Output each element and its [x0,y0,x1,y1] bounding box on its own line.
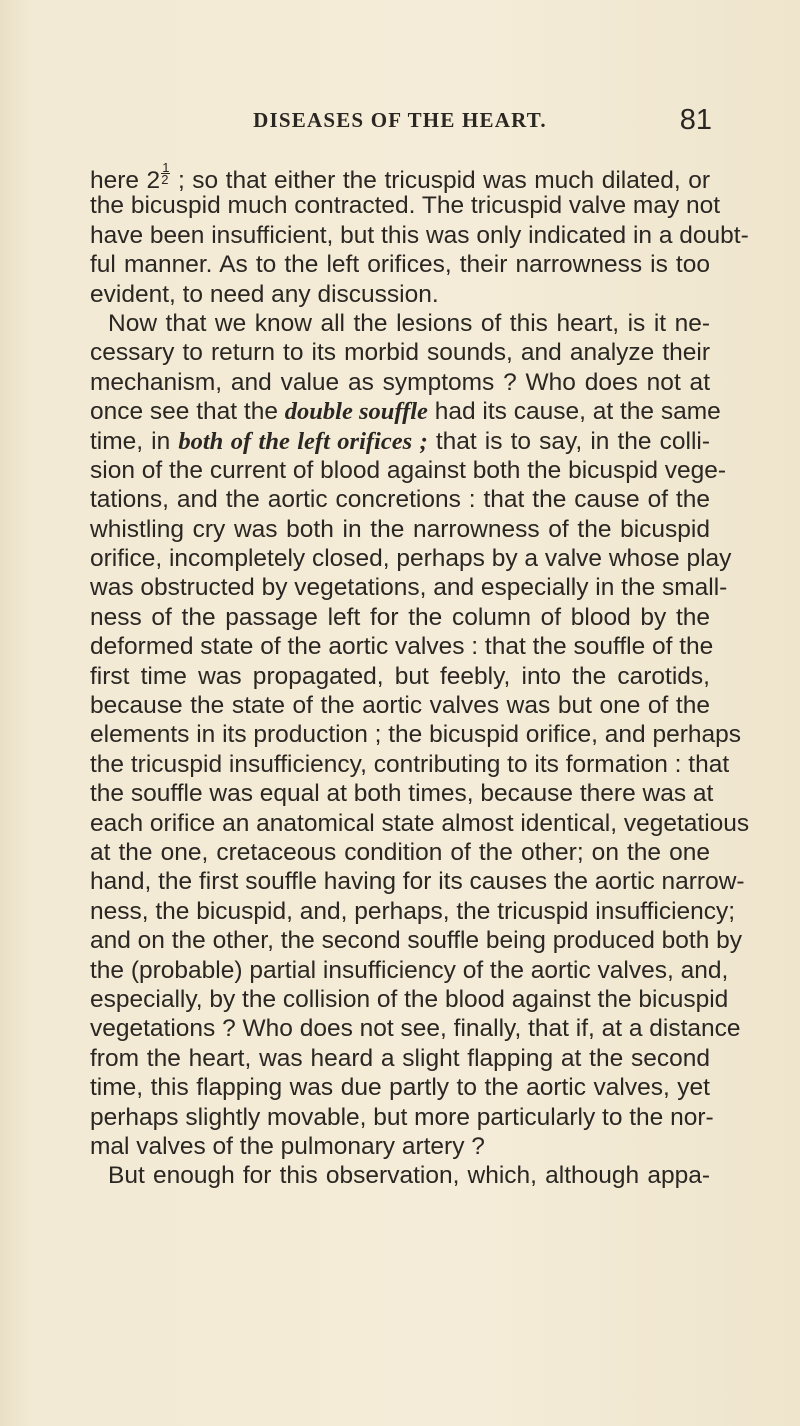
text-line-16: ness of the passage left for the column of blood by the [90,603,710,631]
text-fragment: had its cause, at the same [427,398,721,426]
text-fragment: here 2 [90,167,161,194]
text-line-15: was obstructed by vegetations, and especially in the small- [90,574,728,602]
text-line-1 [90,160,711,194]
text-line-29: especially, by the collision of the blood against the bicuspid [90,985,729,1013]
text-line-30: vegetations ? Who does not see, finally, that if, at a distance [90,1015,741,1043]
text-fragment: time, in [90,427,179,455]
text-line-32: time, this flapping was due partly to the aortic valves, yet [90,1074,710,1102]
text-line-12: tations, and the aortic concretions : that the cause of the [90,486,710,514]
page-number: 81 [679,104,712,136]
text-line-18: first time was propagated, but feebly, into the carotids, [90,662,710,690]
text-line-23: each orifice an anatomical state almost identical, vegetatious [90,809,750,837]
text-line-2: the bicuspid much contracted. The tricuspid valve may not [90,192,721,220]
body-text [90,160,750,1191]
text-line-26: ness, the bicuspid, and, perhaps, the tricuspid insufficiency; [90,897,736,925]
text-line-25: hand, the first souffle having for its causes the aortic narrow- [90,868,745,896]
italic-phrase: both of the left orifices ; [178,427,428,455]
text-line-17: deformed state of the aortic valves : that the souffle of the [90,633,714,661]
text-fragment: that is to say, in the colli- [427,427,711,455]
running-head [0,104,800,148]
fraction-denominator: 2 [161,172,169,187]
text-line-35: But enough for this observation, which, although appa- [108,1162,710,1190]
text-line-10 [90,427,710,456]
text-line-31: from the heart, was heard a slight flapping at the second [90,1044,710,1072]
text-line-21: the tricuspid insufficiency, contributing to its formation : that [90,750,730,778]
text-line-24: at the one, cretaceous condition of the other; on the one [90,838,710,866]
text-line-11: sion of the current of blood against both the bicuspid vege- [90,456,727,484]
text-line-22: the souffle was equal at both times, because there was at [90,780,714,808]
text-line-19: because the state of the aortic valves was but one of the [90,692,710,720]
text-line-8: mechanism, and value as symptoms ? Who does not at [90,368,710,396]
fraction-numerator: 1 [162,160,170,175]
text-line-6: Now that we know all the lesions of this heart, is it ne- [108,309,710,337]
text-line-5: evident, to need any discussion. [90,280,439,308]
text-line-7: cessary to return to its morbid sounds, and analyze their [90,339,710,367]
text-line-13: whistling cry was both in the narrowness of the bicuspid [90,515,710,543]
text-line-3: have been insufficient, but this was only indicated in a doubt- [90,221,749,249]
fraction-one-half [161,162,170,185]
text-line-4: ful manner. As to the left orifices, their narrowness is too [90,251,710,279]
text-line-27: and on the other, the second souffle being produced both by [90,927,743,955]
text-line-34: mal valves of the pulmonary artery ? [90,1132,485,1160]
text-line-9 [90,397,721,426]
text-line-28: the (probable) partial insufficiency of the aortic valves, and, [90,956,729,984]
text-line-14: orifice, incompletely closed, perhaps by a valve whose play [90,545,732,573]
text-fragment: ; so that either the tricuspid was much dilated, or [177,167,711,194]
text-line-20: elements in its production ; the bicuspid orifice, and perhaps [90,721,741,749]
italic-phrase: double souffle [284,398,428,426]
running-title: DISEASES OF THE HEART. [253,108,547,132]
text-fragment: once see that the [90,398,285,426]
text-line-33: perhaps slightly movable, but more particularly to the nor- [90,1103,714,1131]
